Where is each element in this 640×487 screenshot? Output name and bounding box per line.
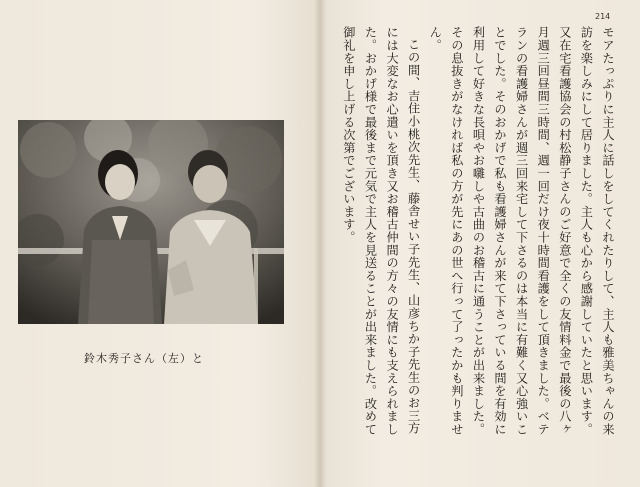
photo-caption: 鈴木秀子さん（左）と [84, 352, 204, 365]
right-page [320, 0, 640, 487]
paragraph: モアたっぷりに主人に話しをしてくれたりして、主人も雅美ちゃんの来訪を楽しみにして居りました。主人も心から感謝していたと思います。又在宅看護協会の村松静子さんのご好意で全くの友情料金で最後の八ヶ月週三回昼間三時間、週一回だけ夜十時間看護をして頂きました。ベテランの看護婦さんが週三回来宅して下さるのは本当に有難く又心強いことでした。そのおかげで私も看護婦さんが来て下さっている間を有効に利用して好きな長唄やお囃しや古曲のお稽古に通うことが出来ました。その息抜きがなければ私の方が先にあの世へ行って了ったかも判りません。 [428, 26, 615, 436]
page-number: 214 [595, 12, 611, 21]
paragraph: この間、吉住小桃次先生、藤舎せい子先生、山彦ちか子先生のお三方には大変なお心遣いを頂き又お稽古仲間の方々の友情にも支えられました。おかげ様で最後まで元気で主人を見送ることが出来ました。改めて御礼を申し上げる次第でございます。 [341, 26, 421, 436]
photo-image [18, 120, 284, 324]
photograph [18, 120, 284, 324]
body-text [337, 26, 618, 446]
